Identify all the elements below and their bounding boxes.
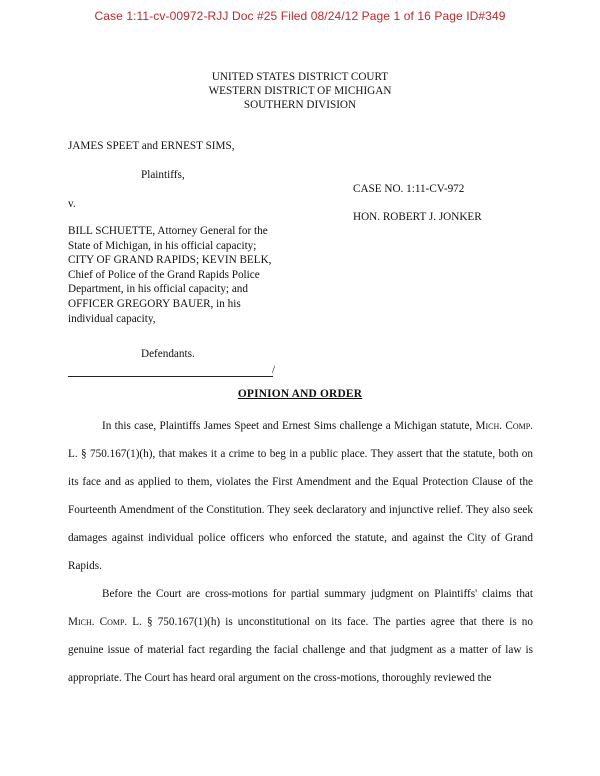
court-name: UNITED STATES DISTRICT COURT [211,71,389,83]
statute-citation: Mich. Comp. L. [68,616,142,628]
paragraph-1-text-b: § 750.167(1)(h), that makes it a crime to beg in a public place. They assert that the statute, both on its face and as applied to them, violates the First Amendment and the Equal Protection Clause of the Fourteenth Amendment of the Constitution. They seek declaratory and injunctive relief. They also seek damages against individual police officers who enforced the statute, and against the City of Grand Rapids. [68,448,533,572]
caption-slash: / [272,364,276,376]
court-division: SOUTHERN DIVISION [243,99,357,111]
paragraph-1-text-a: In this case, Plaintiffs James Speet and Ernest Sims challenge a Michigan statute, [102,420,476,432]
paragraph-2-text-a: Before the Court are cross-motions for partial summary judgment on Plaintiffs' claims that [102,588,533,600]
court-district: WESTERN DISTRICT OF MICHIGAN [208,85,392,97]
plaintiffs-label: Plaintiffs, [141,169,185,181]
paragraph-1 [68,412,533,580]
caption-rule [68,376,273,377]
paragraph-2 [68,580,533,692]
defendants-names: BILL SCHUETTE, Attorney General for the State of Michigan, in his official capacity; CITY OF GRAND RAPIDS; KEVIN BELK, Chief of Police of the Grand Rapids Police Department, in his official capacity; and OFFICER GREGORY BAUER, in his individual capacity, [68,225,272,325]
case-number: CASE NO. 1:11-CV-972 [353,183,465,195]
judge-name: HON. ROBERT J. JONKER [353,211,482,223]
document-title: OPINION AND ORDER [237,388,363,400]
court-heading [0,70,600,112]
plaintiffs-names: JAMES SPEET and ERNEST SIMS, [68,140,235,152]
opinion-body [68,412,533,692]
statute-citation: Mich. Comp. L. [68,420,533,460]
versus-label: v. [68,198,76,210]
paragraph-2-text-b: § 750.167(1)(h) is unconstitutional on its face. The parties agree that there is no genuine issue of material fact regarding the facial challenge and that judgment as a matter of law is appropriate. The Court has heard oral argument on the cross-motions, thoroughly reviewed the [68,616,533,684]
defendants-label: Defendants. [141,348,195,360]
case-header: Case 1:11-cv-00972-RJJ Doc #25 Filed 08/24/12 Page 1 of 16 Page ID#349 [94,9,506,23]
